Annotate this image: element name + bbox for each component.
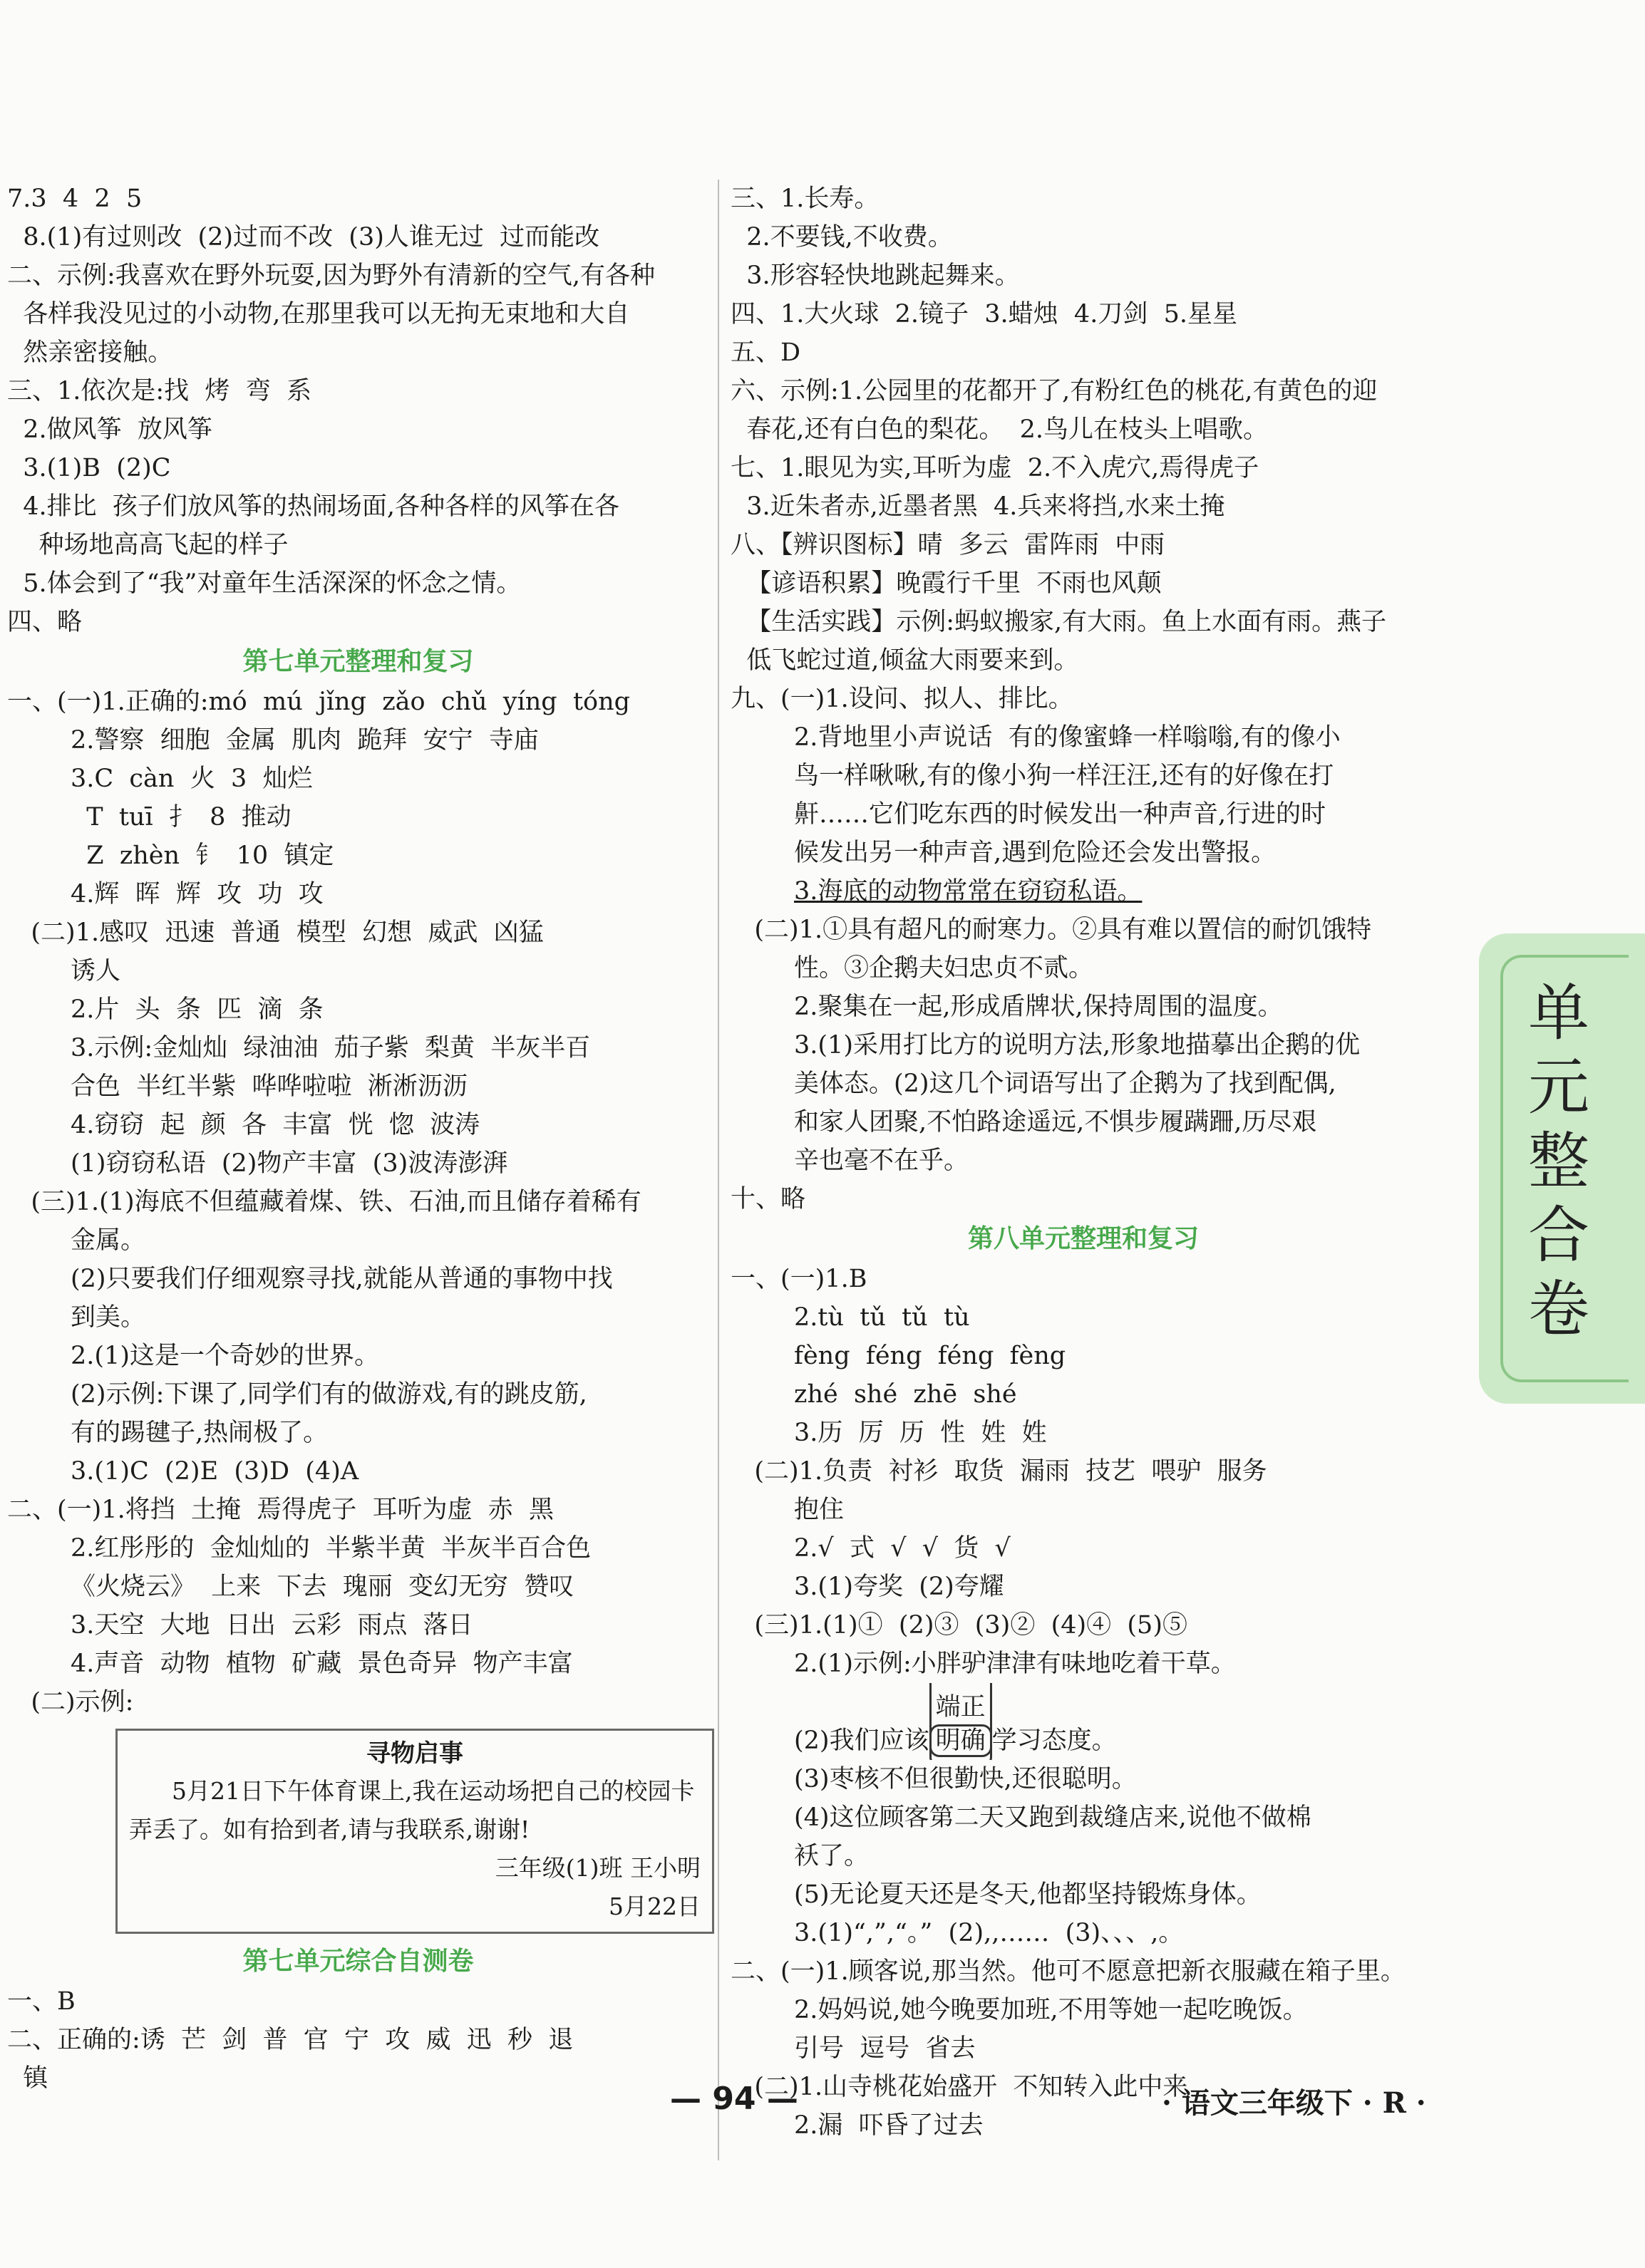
answer-line: (1)窃窃私语 (2)物产丰富 (3)波涛澎湃 [7,1149,508,1178]
answer-line: 4.排比 孩子们放风筝的热闹场面,各种各样的风筝在各 [7,492,620,521]
answer-line: 二、(一)1.顾客说,那当然。他可不愿意把新衣服藏在箱子里。 [731,1957,1406,1986]
answer-line: 鸟一样啾啾,有的像小狗一样汪汪,还有的好像在打 [731,762,1334,790]
answer-line: 2.(1)示例:小胖驴津津有味地吃着干草。 [731,1650,1236,1678]
answer-line: 2.tù tǔ tǔ tù [731,1303,970,1332]
answer-line: 3.(1)B (2)C [7,454,171,482]
correction-mark [929,1683,992,1760]
answer-line: (二)1.①具有超凡的耐寒力。②具有难以置信的耐饥饿特 [731,916,1372,944]
answer-line: fèng féng féng fèng [731,1342,1066,1370]
answer-line: 九、(一)1.设问、拟人、排比。 [731,685,1073,713]
answer-line: 诱人 [7,957,121,985]
book-label: · 语文三年级下 · R · [1162,2086,1426,2120]
answer-line: 2.不要钱,不收费。 [731,223,953,252]
answer-line: 十、略 [731,1185,806,1213]
answer-line: 2.聚集在一起,形成盾牌状,保持周围的温度。 [731,993,1283,1021]
answer-line: 抱住 [731,1496,845,1524]
answer-line: 一、(一)1.B [731,1265,867,1293]
notice-date: 5月22日 [609,1892,701,1920]
column-divider [718,180,719,2160]
answer-line: 合色 半红半紫 哗哗啦啦 淅淅沥沥 [7,1072,468,1101]
answer-line: 2.片 头 条 匹 滴 条 [7,995,324,1024]
answer-line: 四、1.大火球 2.镜子 3.蜡烛 4.刀剑 5.星星 [731,300,1237,328]
answer-line: 二、(一)1.将挡 土掩 焉得虎子 耳听为虚 赤 黑 [7,1496,554,1524]
page-number: — 94 — [670,2081,798,2117]
answer-line: 金属。 [7,1226,146,1255]
answer-line: 2.√ 式 √ √ 货 √ [731,1534,1011,1563]
answer-line: T tuī 扌 8 推动 [7,803,292,832]
section-heading: 第八单元整理和复习 [967,1224,1199,1253]
section-heading: 第七单元整理和复习 [242,647,474,676]
answer-line: 一、(一)1.正确的:mó mú jǐng zǎo chǔ yíng tóng [7,688,631,716]
answer-line: (三)1.(1)海底不但蕴藏着煤、铁、石油,而且储存着稀有 [7,1188,641,1216]
answer-line: 低飞蛇过道,倾盆大雨要来到。 [731,646,1079,675]
answer-line: 3.(1)夸奖 (2)夸耀 [731,1573,1004,1601]
answer-line: 3.近朱者赤,近墨者黑 4.兵来将挡,水来土掩 [731,492,1225,521]
correction-prefix: (2)我们应该 [731,1726,929,1755]
answer-line: 3.(1)C (2)E (3)D (4)A [7,1457,359,1486]
answer-line: 【谚语积累】晚霞行千里 不雨也风颠 [731,569,1162,598]
answer-line: 种场地高高飞起的样子 [7,531,289,559]
answer-line: 2.做风筝 放风筝 [7,415,212,444]
answer-line: 和家人团聚,不怕路途遥远,不惧步履蹒跚,历尽艰 [731,1108,1317,1136]
answer-line: 2.妈妈说,她今晚要加班,不用等她一起吃晚饭。 [731,1996,1308,2024]
answer-line: 三、1.长寿。 [731,185,880,213]
answer-line: (三)1.(1)① (2)③ (3)② (4)④ (5)⑤ [731,1611,1187,1640]
answer-line: (二)1.负责 衬衫 取货 漏雨 技艺 喂驴 服务 [731,1457,1267,1486]
answer-line: Z zhèn 钅 10 镇定 [7,842,334,870]
answer-line: 3.(1)采用打比方的说明方法,形象地描摹出企鹅的优 [731,1031,1361,1060]
answer-line: 3.C càn 火 3 灿烂 [7,765,313,793]
answer-line: 到美。 [7,1303,146,1332]
answer-line: 4.窃窃 起 颜 各 丰富 恍 惚 波涛 [7,1111,480,1139]
left-column [7,180,709,2098]
answer-line: 2.背地里小声说话 有的像蜜蜂一样嗡嗡,有的像小 [731,723,1341,752]
answer-line: 3.历 厉 历 性 姓 姓 [731,1419,1047,1447]
correction-line [731,1683,1436,1760]
answer-line: 【生活实践】示例:蚂蚁搬家,有大雨。鱼上水面有雨。燕子 [731,608,1387,636]
answer-line: 五、D [731,338,801,367]
answer-line: 八、【辨识图标】晴 多云 雷阵雨 中雨 [731,531,1165,559]
answer-line: 2.红彤彤的 金灿灿的 半紫半黄 半灰半百合色 [7,1534,592,1563]
answer-line: 七、1.眼见为实,耳听为虚 2.不入虎穴,焉得虎子 [731,454,1259,482]
answer-line: (2)只要我们仔细观察寻找,就能从普通的事物中找 [7,1265,613,1293]
notice-signature: 三年级(1)班 王小明 [495,1854,701,1882]
answer-line: 一、B [7,1987,76,2016]
answer-line: 辛也毫不在乎。 [731,1146,969,1175]
correction-replacement: 端正 [929,1683,992,1760]
answer-line: 7.3 4 2 5 [7,185,143,213]
answer-line: 袄了。 [731,1842,870,1870]
answer-line: 性。③企鹅夫妇忠贞不贰。 [731,954,1094,983]
answer-line: 鼾……它们吃东西的时候发出一种声音,行进的时 [731,800,1326,829]
answer-line: (2)示例:下课了,同学们有的做游戏,有的跳皮筋, [7,1380,587,1409]
answer-line: 4.辉 晖 辉 攻 功 攻 [7,880,324,908]
answer-line: 3.天空 大地 日出 云彩 雨点 落日 [7,1611,473,1640]
answer-line: 4.声音 动物 植物 矿藏 景色奇异 物产丰富 [7,1650,573,1678]
answer-line: (二)1.感叹 迅速 普通 模型 幻想 威武 凶猛 [7,918,544,947]
answer-line: 然亲密接触。 [7,338,173,367]
answer-line: (4)这位顾客第二天又跑到裁缝店来,说他不做棉 [731,1803,1311,1832]
answer-line: 美体态。(2)这几个词语写出了企鹅为了找到配偶, [731,1070,1336,1098]
answer-line: 四、略 [7,608,83,636]
answer-line: (二)1.山寺桃花始盛开 不知转入此中来 [731,2073,1188,2101]
side-tab [1479,933,1645,1404]
answer-line: 3.(1)“,”,“。” (2),,…… (3)、、、,。 [731,1919,1184,1947]
answer-line: 有的踢毽子,热闹极了。 [7,1419,329,1447]
right-column [731,180,1436,2145]
answer-line: (3)枣核不但很勤快,还很聪明。 [731,1765,1137,1793]
answer-line: 2.漏 吓昏了过去 [731,2111,984,2140]
answer-line: 春花,还有白色的梨花。 2.鸟儿在枝头上唱歌。 [731,415,1269,444]
answer-line: 2.警察 细胞 金属 肌肉 跪拜 安宁 寺庙 [7,726,539,755]
answer-line: 二、示例:我喜欢在野外玩耍,因为野外有清新的空气,有各种 [7,262,656,290]
answer-line: 3.示例:金灿灿 绿油油 茄子紫 梨黄 半灰半百 [7,1034,591,1062]
answer-line: 二、正确的:诱 芒 剑 普 官 宁 攻 威 迅 秒 退 [7,2026,574,2054]
answer-line: 5.体会到了“我”对童年生活深深的怀念之情。 [7,569,522,598]
answer-line: 候发出另一种声音,遇到危险还会发出警报。 [731,839,1277,867]
section-heading: 第七单元综合自测卷 [242,1947,474,1976]
correction-original: 明确 [929,1724,992,1757]
answer-line: 《火烧云》 上来 下去 瑰丽 变幻无穷 赞叹 [7,1573,574,1601]
answer-line: 六、示例:1.公园里的花都开了,有粉红色的桃花,有黄色的迎 [731,377,1378,405]
answer-line: 三、1.依次是:找 烤 弯 系 [7,377,311,405]
answer-line: 2.(1)这是一个奇妙的世界。 [7,1342,379,1370]
answer-line: (二)示例: [7,1688,134,1716]
answer-line: (5)无论夏天还是冬天,他都坚持锻炼身体。 [731,1880,1262,1909]
lost-item-notice-box [115,1729,714,1934]
answer-line: 镇 [7,2064,48,2093]
notice-body: 5月21日下午体育课上,我在运动场把自己的校园卡弄丢了。如有拾到者,请与我联系,谢谢! [129,1777,695,1843]
answer-line: 3.形容轻快地跳起舞来。 [731,262,1020,290]
underlined-answer: 3.海底的动物常常在窃窃私语。 [794,877,1143,906]
answer-line: 8.(1)有过则改 (2)过而不改 (3)人谁无过 过而能改 [7,223,600,252]
correction-suffix: 学习态度。 [991,1726,1117,1755]
answer-line: 引号 逗号 省去 [731,2034,976,2063]
notice-title: 寻物启事 [366,1739,463,1768]
answer-line: 各样我没见过的小动物,在那里我可以无拘无束地和大自 [7,300,630,328]
side-tab-label: 单元整合卷 [1528,978,1589,1345]
answer-line: zhé shé zhē shé [731,1380,1017,1409]
answer-line [731,872,1436,911]
